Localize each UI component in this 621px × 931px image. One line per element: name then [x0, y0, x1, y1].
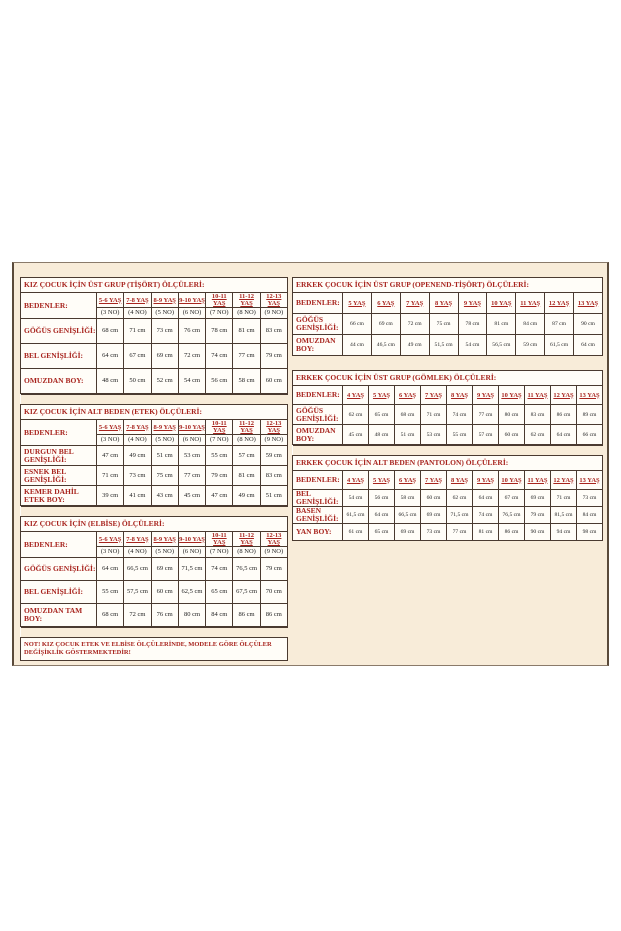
size-header: 8 YAŞ — [429, 293, 458, 314]
gap-cell — [293, 446, 603, 456]
measurement-value: 51,5 cm — [429, 335, 458, 356]
measurement-label: ESNEK BEL GENİŞLİĞİ: — [21, 466, 97, 486]
size-number: (7 NO) — [206, 435, 233, 446]
size-number: (5 NO) — [151, 547, 178, 558]
measurement-value: 72 cm — [124, 604, 151, 627]
size-number: (7 NO) — [206, 547, 233, 558]
measurement-value: 54 cm — [343, 490, 369, 507]
size-header-row — [21, 420, 288, 435]
measurement-value: 76 cm — [178, 319, 205, 344]
size-header: 4 YAŞ — [343, 471, 369, 490]
measurement-label: BEL GENİŞLİĞİ: — [293, 490, 343, 507]
size-header: 10 YAŞ — [499, 386, 525, 405]
gap-row — [293, 446, 603, 456]
measurement-value: 78 cm — [458, 314, 487, 335]
table-title: KIZ ÇOCUK İÇİN ALT BEDEN (ETEK) ÖLÇÜLERİ: — [21, 405, 288, 420]
measurement-value: 68 cm — [97, 604, 124, 627]
size-header: 12-13 YAŞ — [260, 293, 287, 308]
measurement-label: GÖĞÜS GENİŞLİĞİ: — [21, 558, 97, 581]
measurement-value: 73 cm — [124, 466, 151, 486]
size-number: (8 NO) — [233, 308, 260, 319]
measurement-value: 62,5 cm — [178, 581, 205, 604]
measurement-value: 72 cm — [400, 314, 429, 335]
measurement-value: 41 cm — [124, 486, 151, 506]
measurement-value: 62 cm — [525, 425, 551, 445]
measurement-value: 66,5 cm — [395, 507, 421, 524]
size-header: 10-11 YAŞ — [206, 293, 233, 308]
measurement-row — [293, 425, 603, 445]
measurement-value: 71 cm — [97, 466, 124, 486]
table-title-row — [21, 405, 288, 420]
size-header: 11 YAŞ — [525, 386, 551, 405]
size-table — [292, 445, 603, 541]
size-number: (7 NO) — [206, 308, 233, 319]
measurement-value: 58 cm — [395, 490, 421, 507]
size-header: 7-8 YAŞ — [124, 532, 151, 547]
measurement-row — [21, 369, 288, 394]
size-header: 8-9 YAŞ — [151, 532, 178, 547]
size-number: (4 NO) — [124, 435, 151, 446]
measurement-value: 73 cm — [151, 319, 178, 344]
size-header: 8 YAŞ — [447, 386, 473, 405]
size-header-label: BEDENLER: — [293, 293, 343, 314]
size-header-label: BEDENLER: — [21, 420, 97, 446]
measurement-value: 48 cm — [97, 369, 124, 394]
measurement-value: 80 cm — [499, 405, 525, 425]
size-header: 9 YAŞ — [473, 471, 499, 490]
gap-cell — [21, 507, 288, 517]
measurement-row — [293, 314, 603, 335]
measurement-row — [21, 319, 288, 344]
size-header-label: BEDENLER: — [21, 532, 97, 558]
measurement-value: 51 cm — [260, 486, 287, 506]
measurement-value: 76,5 cm — [499, 507, 525, 524]
size-header: 6 YAŞ — [371, 293, 400, 314]
size-header: 7-8 YAŞ — [124, 420, 151, 435]
measurement-label: YAN BOY: — [293, 524, 343, 541]
measurement-value: 77 cm — [178, 466, 205, 486]
size-header: 9-10 YAŞ — [178, 293, 205, 308]
measurement-value: 66 cm — [343, 314, 372, 335]
measurement-value: 83 cm — [260, 466, 287, 486]
size-header: 11-12 YAŞ — [233, 420, 260, 435]
measurement-value: 79 cm — [260, 558, 287, 581]
table-title-row — [21, 517, 288, 532]
size-header: 11 YAŞ — [516, 293, 545, 314]
size-header-label: BEDENLER: — [293, 471, 343, 490]
measurement-value: 68 cm — [395, 405, 421, 425]
size-header: 5 YAŞ — [369, 386, 395, 405]
measurement-value: 69 cm — [151, 558, 178, 581]
boys-column — [292, 277, 603, 541]
size-header: 8 YAŞ — [447, 471, 473, 490]
size-header: 5 YAŞ — [343, 293, 372, 314]
size-header: 4 YAŞ — [343, 386, 369, 405]
size-header: 7-8 YAŞ — [124, 293, 151, 308]
table-title-row — [21, 278, 288, 293]
size-header: 12-13 YAŞ — [260, 532, 287, 547]
measurement-value: 43 cm — [151, 486, 178, 506]
measurement-value: 51 cm — [395, 425, 421, 445]
measurement-value: 81,5 cm — [551, 507, 577, 524]
size-header: 13 YAŞ — [574, 293, 603, 314]
measurement-value: 75 cm — [429, 314, 458, 335]
table-title: ERKEK ÇOCUK İÇİN ALT BEDEN (PANTOLON) ÖLÇÜLERİ: — [293, 456, 603, 471]
measurement-value: 69 cm — [151, 344, 178, 369]
size-header: 9-10 YAŞ — [178, 532, 205, 547]
measurement-value: 45 cm — [178, 486, 205, 506]
measurement-value: 71 cm — [551, 490, 577, 507]
measurement-value: 45 cm — [343, 425, 369, 445]
measurement-value: 69 cm — [395, 524, 421, 541]
measurement-value: 81 cm — [487, 314, 516, 335]
measurement-value: 66 cm — [577, 425, 603, 445]
size-header: 7 YAŞ — [421, 471, 447, 490]
table-title: ERKEK ÇOCUK İÇİN ÜST GRUP (OPENEND-TİŞÖRT) ÖLÇÜLERİ: — [293, 278, 603, 293]
size-number: (9 NO) — [260, 547, 287, 558]
measurement-row — [21, 446, 288, 466]
size-header-row — [293, 293, 603, 314]
measurement-value: 56 cm — [369, 490, 395, 507]
measurement-value: 53 cm — [178, 446, 205, 466]
size-table — [20, 394, 288, 506]
measurement-value: 90 cm — [574, 314, 603, 335]
measurement-value: 54 cm — [458, 335, 487, 356]
measurement-row — [293, 335, 603, 356]
size-number: (9 NO) — [260, 435, 287, 446]
measurement-label: OMUZDAN BOY: — [21, 369, 97, 394]
size-header: 9-10 YAŞ — [178, 420, 205, 435]
measurement-value: 79 cm — [260, 344, 287, 369]
measurement-label: OMUZDAN TAM BOY: — [21, 604, 97, 627]
size-header-row — [21, 293, 288, 308]
measurement-value: 73 cm — [577, 490, 603, 507]
measurement-value: 66,5 cm — [124, 558, 151, 581]
measurement-value: 50 cm — [124, 369, 151, 394]
size-number: (5 NO) — [151, 308, 178, 319]
measurement-value: 64 cm — [574, 335, 603, 356]
measurement-label: GÖĞÜS GENİŞLİĞİ: — [21, 319, 97, 344]
size-header-label: BEDENLER: — [21, 293, 97, 319]
measurement-value: 83 cm — [525, 405, 551, 425]
measurement-row — [21, 466, 288, 486]
measurement-value: 71,5 cm — [447, 507, 473, 524]
measurement-value: 64 cm — [97, 558, 124, 581]
size-number: (4 NO) — [124, 547, 151, 558]
table-title-row — [293, 371, 603, 386]
size-header: 11 YAŞ — [525, 471, 551, 490]
measurement-value: 61,5 cm — [545, 335, 574, 356]
size-header: 13 YAŞ — [577, 386, 603, 405]
measurement-value: 87 cm — [545, 314, 574, 335]
size-number: (5 NO) — [151, 435, 178, 446]
size-header: 8-9 YAŞ — [151, 293, 178, 308]
size-table — [292, 277, 603, 356]
size-number: (6 NO) — [178, 308, 205, 319]
size-header: 10 YAŞ — [487, 293, 516, 314]
measurement-value: 77 cm — [233, 344, 260, 369]
measurement-value: 84 cm — [206, 604, 233, 627]
measurement-value: 72 cm — [178, 344, 205, 369]
measurement-value: 79 cm — [525, 507, 551, 524]
girls-column — [20, 277, 288, 661]
measurement-value: 46,5 cm — [371, 335, 400, 356]
measurement-label: BEL GENİŞLİĞİ: — [21, 344, 97, 369]
measurement-value: 71 cm — [421, 405, 447, 425]
measurement-value: 51 cm — [151, 446, 178, 466]
measurement-value: 61 cm — [343, 524, 369, 541]
note-table — [20, 627, 288, 661]
size-header: 13 YAŞ — [577, 471, 603, 490]
size-header: 9 YAŞ — [458, 293, 487, 314]
size-header: 10 YAŞ — [499, 471, 525, 490]
size-header-row — [293, 386, 603, 405]
measurement-value: 60 cm — [151, 581, 178, 604]
measurement-value: 86 cm — [260, 604, 287, 627]
measurement-value: 67 cm — [499, 490, 525, 507]
measurement-value: 52 cm — [151, 369, 178, 394]
measurement-value: 44 cm — [343, 335, 372, 356]
size-header: 12 YAŞ — [551, 386, 577, 405]
measurement-label: KEMER DAHİL ETEK BOY: — [21, 486, 97, 506]
size-number: (3 NO) — [97, 435, 124, 446]
size-header-label: BEDENLER: — [293, 386, 343, 405]
measurement-value: 76 cm — [151, 604, 178, 627]
gap-row — [21, 507, 288, 517]
measurement-value: 73 cm — [421, 524, 447, 541]
measurement-value: 75 cm — [151, 466, 178, 486]
measurement-value: 67,5 cm — [233, 581, 260, 604]
size-number: (8 NO) — [233, 435, 260, 446]
measurement-value: 90 cm — [525, 524, 551, 541]
measurement-value: 60 cm — [499, 425, 525, 445]
size-number: (6 NO) — [178, 435, 205, 446]
measurement-value: 70 cm — [260, 581, 287, 604]
measurement-value: 86 cm — [233, 604, 260, 627]
measurement-value: 39 cm — [97, 486, 124, 506]
measurement-value: 84 cm — [577, 507, 603, 524]
measurement-value: 69 cm — [525, 490, 551, 507]
note-row — [21, 638, 288, 661]
measurement-value: 64 cm — [97, 344, 124, 369]
measurement-value: 49 cm — [233, 486, 260, 506]
measurement-value: 74 cm — [473, 507, 499, 524]
size-header: 5-6 YAŞ — [97, 420, 124, 435]
table-title-row — [293, 278, 603, 293]
measurement-value: 57 cm — [233, 446, 260, 466]
measurement-value: 65 cm — [369, 524, 395, 541]
measurement-value: 89 cm — [577, 405, 603, 425]
size-header: 12 YAŞ — [545, 293, 574, 314]
table-title: KIZ ÇOCUK İÇİN (ELBİSE) ÖLÇÜLERİ: — [21, 517, 288, 532]
measurement-value: 94 cm — [551, 524, 577, 541]
measurement-value: 74 cm — [206, 344, 233, 369]
measurement-value: 84 cm — [516, 314, 545, 335]
measurement-row — [293, 524, 603, 541]
measurement-label: DURGUN BEL GENİŞLİĞİ: — [21, 446, 97, 466]
gap-row — [21, 628, 288, 638]
section-spacer — [292, 356, 603, 370]
measurement-value: 62 cm — [447, 490, 473, 507]
measurement-value: 65 cm — [206, 581, 233, 604]
measurement-value: 56 cm — [206, 369, 233, 394]
measurement-value: 64 cm — [369, 507, 395, 524]
gap-cell — [21, 628, 288, 638]
measurement-value: 59 cm — [516, 335, 545, 356]
gap-cell — [21, 395, 288, 405]
measurement-value: 98 cm — [577, 524, 603, 541]
measurement-value: 77 cm — [473, 405, 499, 425]
size-header: 11-12 YAŞ — [233, 532, 260, 547]
size-header: 5-6 YAŞ — [97, 532, 124, 547]
measurement-value: 80 cm — [178, 604, 205, 627]
measurement-label: BASEN GENİŞLİĞİ: — [293, 507, 343, 524]
measurement-value: 74 cm — [447, 405, 473, 425]
measurement-value: 68 cm — [97, 319, 124, 344]
size-header: 12 YAŞ — [551, 471, 577, 490]
size-number: (8 NO) — [233, 547, 260, 558]
measurement-row — [21, 344, 288, 369]
measurement-value: 71,5 cm — [178, 558, 205, 581]
measurement-label: BEL GENİŞLİĞİ: — [21, 581, 97, 604]
measurement-row — [293, 507, 603, 524]
measurement-value: 61,5 cm — [343, 507, 369, 524]
measurement-row — [21, 581, 288, 604]
size-table — [292, 370, 603, 445]
measurement-value: 56,5 cm — [487, 335, 516, 356]
size-header: 6 YAŞ — [395, 386, 421, 405]
size-header: 5-6 YAŞ — [97, 293, 124, 308]
measurement-value: 48 cm — [369, 425, 395, 445]
measurement-value: 64 cm — [473, 490, 499, 507]
measurement-label: GÖĞÜS GENİŞLİĞİ: — [293, 314, 343, 335]
measurement-value: 65 cm — [369, 405, 395, 425]
measurement-value: 67 cm — [124, 344, 151, 369]
measurement-value: 81 cm — [473, 524, 499, 541]
size-number: (3 NO) — [97, 547, 124, 558]
size-header: 7 YAŞ — [421, 386, 447, 405]
measurement-value: 64 cm — [551, 425, 577, 445]
size-header: 10-11 YAŞ — [206, 532, 233, 547]
measurement-value: 76,5 cm — [233, 558, 260, 581]
size-header: 10-11 YAŞ — [206, 420, 233, 435]
measurement-value: 55 cm — [206, 446, 233, 466]
measurement-value: 86 cm — [499, 524, 525, 541]
measurement-value: 57,5 cm — [124, 581, 151, 604]
measurement-value: 60 cm — [260, 369, 287, 394]
table-title-row — [293, 456, 603, 471]
measurement-value: 55 cm — [97, 581, 124, 604]
size-number: (4 NO) — [124, 308, 151, 319]
measurement-row — [293, 490, 603, 507]
table-title: ERKEK ÇOCUK İÇİN ÜST GRUP (GÖMLEK) ÖLÇÜLERİ: — [293, 371, 603, 386]
measurement-value: 71 cm — [124, 319, 151, 344]
measurement-row — [21, 486, 288, 506]
table-title: KIZ ÇOCUK İÇİN ÜST GRUP (TİŞÖRT) ÖLÇÜLERİ: — [21, 278, 288, 293]
measurement-value: 57 cm — [473, 425, 499, 445]
size-header: 5 YAŞ — [369, 471, 395, 490]
size-table — [20, 506, 288, 627]
measurement-value: 69 cm — [371, 314, 400, 335]
measurement-row — [21, 604, 288, 627]
measurement-row — [293, 405, 603, 425]
size-table — [20, 277, 288, 394]
measurement-value: 49 cm — [124, 446, 151, 466]
measurement-value: 81 cm — [233, 319, 260, 344]
measurement-value: 58 cm — [233, 369, 260, 394]
measurement-value: 60 cm — [421, 490, 447, 507]
size-number: (3 NO) — [97, 308, 124, 319]
measurement-value: 47 cm — [206, 486, 233, 506]
measurement-value: 86 cm — [551, 405, 577, 425]
measurement-label: GÖĞÜS GENİŞLİĞİ: — [293, 405, 343, 425]
size-header-row — [293, 471, 603, 490]
measurement-value: 74 cm — [206, 558, 233, 581]
measurement-value: 83 cm — [260, 319, 287, 344]
measurement-value: 55 cm — [447, 425, 473, 445]
gap-row — [21, 395, 288, 405]
size-header: 12-13 YAŞ — [260, 420, 287, 435]
size-header-row — [21, 532, 288, 547]
size-chart-sheet — [12, 262, 609, 666]
size-header: 7 YAŞ — [400, 293, 429, 314]
measurement-label: OMUZDAN BOY: — [293, 425, 343, 445]
measurement-value: 69 cm — [421, 507, 447, 524]
measurement-value: 53 cm — [421, 425, 447, 445]
measurement-value: 81 cm — [233, 466, 260, 486]
size-header: 8-9 YAŞ — [151, 420, 178, 435]
measurement-value: 79 cm — [206, 466, 233, 486]
size-header: 6 YAŞ — [395, 471, 421, 490]
measurement-value: 54 cm — [178, 369, 205, 394]
note-text: NOT! KIZ ÇOCUK ETEK VE ELBİSE ÖLÇÜLERİNDE, MODELE GÖRE ÖLÇÜLER DEĞİŞİKLİK GÖSTERMEKTEDİR! — [21, 638, 288, 661]
size-header: 11-12 YAŞ — [233, 293, 260, 308]
size-number: (6 NO) — [178, 547, 205, 558]
measurement-row — [21, 558, 288, 581]
measurement-label: OMUZDAN BOY: — [293, 335, 343, 356]
size-number: (9 NO) — [260, 308, 287, 319]
measurement-value: 59 cm — [260, 446, 287, 466]
measurement-value: 47 cm — [97, 446, 124, 466]
measurement-value: 78 cm — [206, 319, 233, 344]
size-header: 9 YAŞ — [473, 386, 499, 405]
measurement-value: 77 cm — [447, 524, 473, 541]
measurement-value: 62 cm — [343, 405, 369, 425]
measurement-value: 49 cm — [400, 335, 429, 356]
